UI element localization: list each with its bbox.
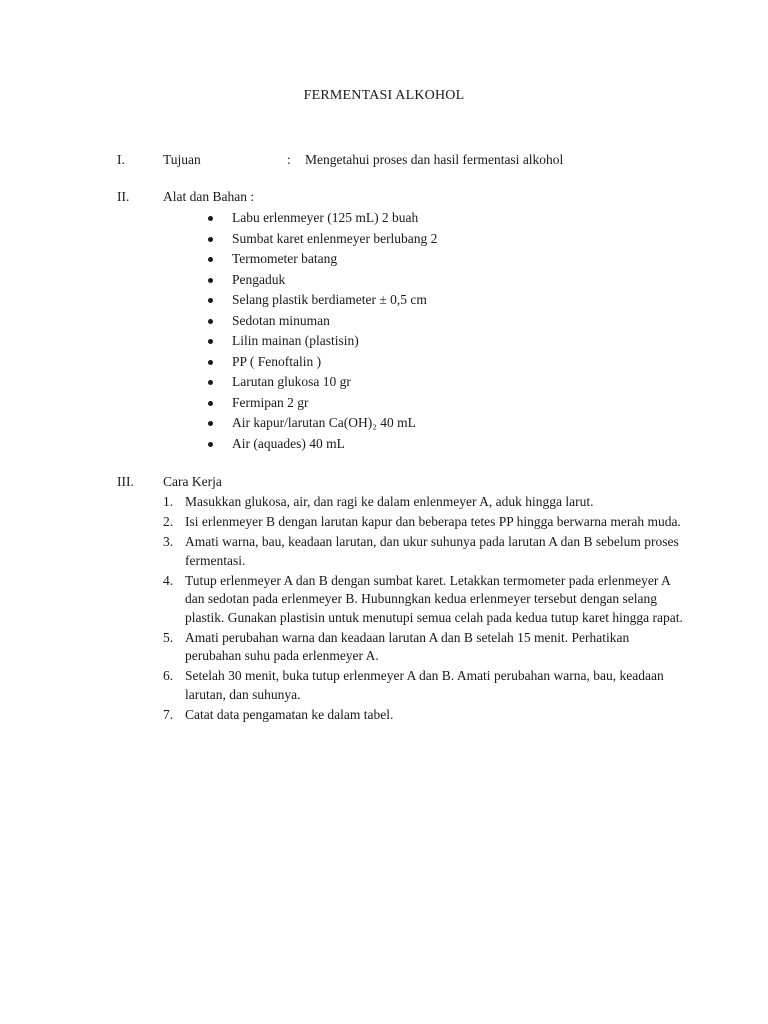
bullet-icon bbox=[208, 360, 213, 365]
step-number: 3. bbox=[163, 534, 174, 549]
step-number: 4. bbox=[163, 572, 174, 588]
procedure-list bbox=[163, 493, 683, 726]
bullet-icon bbox=[208, 278, 213, 283]
bullet-icon bbox=[208, 380, 213, 385]
list-item bbox=[163, 533, 683, 570]
step-text: Tutup erlenmeyer A dan B dengan sumbat karet. Letakkan termometer pada erlenmeyer A dan sedotan pada erlenmeyer B. Hubunngkan kedua erlenmeyer tersebut dengan selang plastik. Gunakan plastisin untuk menutupi semua celah pada kedua tutup karet hingga rapat. bbox=[185, 572, 683, 625]
bullet-icon bbox=[208, 319, 213, 324]
document-page: FERMENTASI ALKOHOL I. Tujuan : Mengetahui proses dan hasil fermentasi alkohol II. Alat dan Bahan : Labu erlenmeyer (125 mL) 2 buah Sumbat karet enlenmeyer berlubang 2 Termometer batang Pengaduk Selang plastik berdiameter ± 0,5 cm Sedotan minuman Lilin mainan (plastisin) PP ( Fenoftalin ) Larutan glukosa 10 gr Fermipan 2 gr Air kapur/larutan Ca(OH)₂ 40 mL Air (aquades) 40 mL III. Cara Kerja 1. Masukkan glukosa, air, dan ragi ke dalam enlenmeyer A, aduk hingga larut. 2. Isi erlenmeyer B dengan larutan kapur dan beberapa tetes PP hingga berwarna merah muda. 3. Amati warna, bau, keadaan larutan, dan ukur suhunya pada larutan A dan B sebelum proses fermentasi. 4. Tutup erlenmeyer A dan B dengan sumbat karet. Letakkan termometer pada erlenmeyer A dan sedotan pada erlenmeyer B. Hubunngkan kedua erlenmeyer tersebut dengan selang plastik. Gunakan plastisin untuk menutupi semua celah pada kedua tutup karet hingga rapat. 5. Amati perubahan warna dan keadaan larutan A dan B setelah 15 menit. Perhatikan perubahan suhu pada erlenmeyer A. 6. Setelah 30 menit, buka tutup erlenmeyer A dan B. Amati perubahan warna, bau, keadaan larutan, dan suhunya. 7. Catat data pengamatan ke dalam tabel. bbox=[0, 0, 768, 1024]
step-text: Setelah 30 menit, buka tutup erlenmeyer A dan B. Amati perubahan warna, bau, keadaan larutan, dan suhunya. bbox=[185, 668, 664, 702]
step-text: Catat data pengamatan ke dalam tabel. bbox=[185, 706, 394, 722]
section-label: Cara Kerja bbox=[163, 474, 222, 489]
list-item bbox=[163, 572, 683, 628]
list-item bbox=[163, 629, 683, 666]
section-number: II. bbox=[117, 189, 130, 204]
section-label: Alat dan Bahan : bbox=[163, 189, 255, 204]
colon-separator: : bbox=[287, 152, 291, 167]
step-number: 1. bbox=[163, 494, 174, 509]
step-text: Isi erlenmeyer B dengan larutan kapur dan beberapa tetes PP hingga berwarna merah muda. bbox=[185, 514, 681, 529]
list-item bbox=[163, 513, 683, 532]
step-text: Masukkan glukosa, air, dan ragi ke dalam enlenmeyer A, aduk hingga larut. bbox=[185, 494, 594, 509]
section-label: Tujuan bbox=[163, 152, 201, 167]
step-number: 5. bbox=[163, 629, 174, 645]
document-title: FERMENTASI ALKOHOL bbox=[303, 88, 465, 103]
goal-text: Mengetahui proses dan hasil fermentasi alkohol bbox=[305, 152, 564, 167]
bullet-icon bbox=[208, 237, 213, 242]
bullet-icon bbox=[208, 421, 213, 426]
bullet-icon bbox=[208, 442, 213, 447]
step-number: 7. bbox=[163, 706, 174, 722]
step-text: Amati warna, bau, keadaan larutan, dan ukur suhunya pada larutan A dan B sebelum proses fermentasi. bbox=[185, 534, 679, 568]
bullet-icon bbox=[208, 339, 213, 344]
bullet-icon bbox=[208, 401, 213, 406]
section-number: I. bbox=[117, 152, 125, 167]
list-item bbox=[163, 667, 683, 704]
step-number: 2. bbox=[163, 514, 174, 529]
section-number: III. bbox=[117, 474, 134, 489]
list-item bbox=[163, 706, 683, 725]
bullet-icon bbox=[208, 216, 213, 221]
list-item bbox=[163, 493, 683, 512]
bullet-icon bbox=[208, 257, 213, 262]
step-number: 6. bbox=[163, 668, 174, 683]
step-text: Amati perubahan warna dan keadaan larutan A dan B setelah 15 menit. Perhatikan perubahan suhu pada erlenmeyer A. bbox=[185, 629, 630, 663]
bullet-icon bbox=[208, 298, 213, 303]
